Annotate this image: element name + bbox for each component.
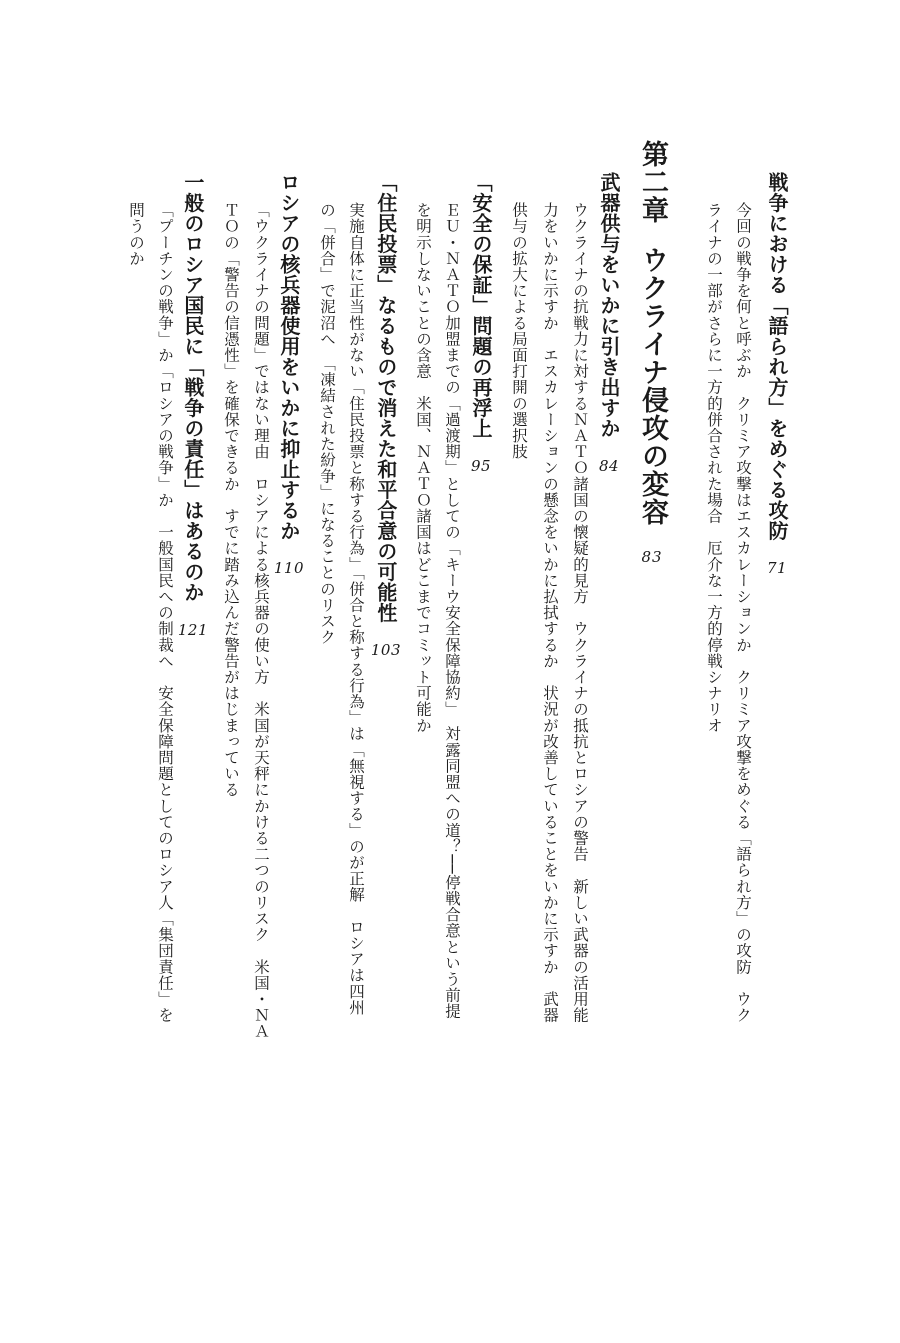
toc-body-line: 「ウクライナの問題」ではない理由 ロシアによる核兵器の使い方 米国が天秤にかける二つのリスク 米国・ＮＡ xyxy=(252,202,270,1040)
toc-body-line: ＴＯの「警告の信憑性」を確保できるか すでに踏み込んだ警告がはじまっている xyxy=(222,202,240,798)
toc-body-line: 供与の拡大による局面打開の選択肢 xyxy=(510,202,528,460)
toc-section-heading[interactable] xyxy=(467,172,496,475)
toc-section-heading[interactable] xyxy=(178,172,208,639)
toc-section-heading[interactable] xyxy=(595,172,624,475)
toc-body-line: 問うのか xyxy=(127,202,145,267)
toc-section-heading[interactable] xyxy=(274,172,304,577)
toc-section-heading[interactable] xyxy=(371,172,401,659)
page-number: 71 xyxy=(766,559,788,577)
toc-body-line: の「併合」で泥沼へ 「凍結された紛争」になることのリスク xyxy=(318,202,336,646)
section-title: 戦争における「語られ方」をめぐる攻防 xyxy=(765,172,789,541)
toc-section-heading[interactable] xyxy=(763,172,792,577)
section-title: 武器供与をいかに引き出すか xyxy=(597,172,621,439)
page-number: 103 xyxy=(370,641,401,659)
chapter-heading[interactable] xyxy=(633,140,672,566)
toc-body-line: ＥＵ・ＮＡＴＯ加盟までの「過渡期」としての「キーウ安全保障協約」 対露同盟への道？──停戦合意という前提 xyxy=(443,202,461,1020)
toc-body-line: 実施自体に正当性がない「住民投票と称する行為」「併合と称する行為」は「無視する」のが正解 ロシアは四州 xyxy=(347,202,365,1016)
page-number: 95 xyxy=(470,456,492,475)
toc-body-line: ウクライナの抗戦力に対するＮＡＴＯ諸国の懐疑的見方 ウクライナの抵抗とロシアの警告 新しい武器の活用能 xyxy=(571,202,589,1024)
section-title: 「安全の保証」問題の再浮上 xyxy=(469,172,493,439)
page-number: 84 xyxy=(598,456,620,475)
toc-body-line: 力をいかに示すか エスカレーションの懸念をいかに払拭するか 状況が改善していることをいかに示すか 武器 xyxy=(541,202,559,1024)
page-number: 110 xyxy=(273,559,304,577)
toc-body-line: ライナの一部がさらに一方的併合された場合 厄介な一方的停戦シナリオ xyxy=(705,202,723,734)
toc-body-line: 今回の戦争を何と呼ぶか クリミア攻撃はエスカレーションか クリミア攻撃をめぐる「語られ方」の攻防 ウク xyxy=(734,202,752,1024)
section-title: 「住民投票」なるもので消えた和平合意の可能性 xyxy=(373,172,398,623)
page-number: 121 xyxy=(177,620,208,639)
toc-body-line: 「プーチンの戦争」か「ロシアの戦争」か 一般国民への制裁へ 安全保障問題としてのロシア人「集団責任」を xyxy=(156,202,174,1024)
section-title: 一般のロシア国民に「戦争の責任」はあるのか xyxy=(180,172,205,603)
chapter-number: 第二章 xyxy=(637,140,668,224)
page-number: 83 xyxy=(641,548,663,566)
toc-body-line: を明示しないことの含意 米国、ＮＡＴＯ諸国はどこまでコミット可能か xyxy=(414,202,432,734)
chapter-title: ウクライナ侵攻の変容 xyxy=(637,246,668,526)
section-title: ロシアの核兵器使用をいかに抑止するか xyxy=(276,172,301,541)
